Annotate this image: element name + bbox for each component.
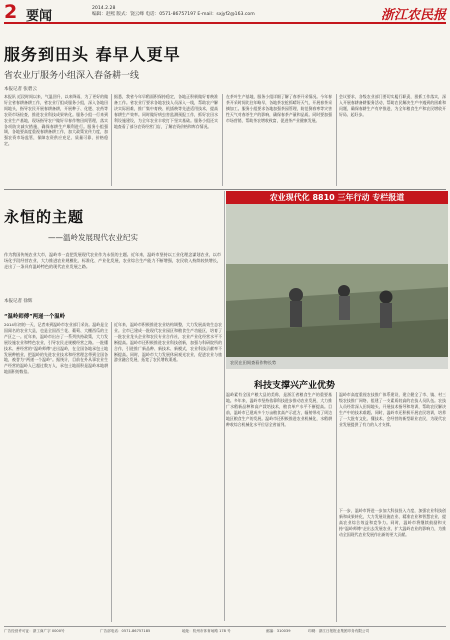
- story2-headline: 永恒的主题: [4, 208, 85, 226]
- footer-license: 广告经营许可证：浙工商广字 0000号: [4, 629, 65, 633]
- story2-byline: 本报记者 徐辉: [4, 299, 33, 304]
- story2-lead: 作为我国传统农业大市，温岭市一直把发展现代农业作为永恒的主题。近年来，温岭市坚持以工业化理念谋划农业，以市场化手段经营农业，大力推进农业规模化、标准化、产业化发展，农业综合生产能力不断增强，农民收入持续较快增长，走出了一条具有温岭特色的现代农业发展之路。: [4, 252, 221, 270]
- story2-section-title: “温岭师傅”两递一个温岭: [4, 314, 65, 320]
- story1-byline: 本报记者 张碧云: [4, 87, 37, 92]
- masthead-info: [92, 6, 312, 18]
- photo-banner: 农业现代化 8810 三年行动 专栏报道: [226, 191, 448, 204]
- newspaper-brand: 浙江农民报: [380, 8, 446, 23]
- story2-subhead: ——温岭发展现代农业纪实: [48, 233, 138, 242]
- story1-column-3: 在茶叶生产基地，服务小组详细了解了春茶开采情况。今年春茶开采时间比往年略早，各地茶农抢抓晴好天气，开展春茶采摘加工。服务小组要求各地加强茶园管理，防范倒春寒等灾害性天气对春茶生产的影响，确保春茶产量和品质。同时要加强市场营销，帮助茶农增收致富，促进茶产业健康发展。: [226, 94, 332, 123]
- masthead: [4, 2, 446, 24]
- story2-column-1: 2014年初的一天，记者来到温岭市农业部门采访。温岭是全国闻名的农业大县，也是全国西兰花、葡萄、大棚西瓜的主产区之一。近年来，温岭市出台了一系列扶持政策，大力发展设施农业和特色农业，引导农民走规模经营之路。一批懂技术、善经营的“温岭师傅”走出温岭，在全国各地承包土地发展种植业，把温岭的先进农业技术和经营理念带到全国各地，被誉为“两递一个温岭”。据统计，目前在外从事农业生产经营的温岭人已超过数万人，承包土地面积是温岭本地耕地面积的数倍。: [4, 322, 108, 375]
- page-number: 2: [4, 1, 18, 23]
- column-divider: [111, 322, 112, 622]
- photo-caption: 农民在田间查看作物长势: [226, 357, 448, 369]
- footer-address: 地址：杭州市体育场路 178 号: [182, 629, 231, 633]
- story1-column-2: 据悉，我省今年早稻面积保持稳定，各地正积极做好育秧准备工作。省农业厅要求各地农技人员深入一线，帮助农户解决实际困难，推广集中育秧、机插秧等先进适用技术，提高春耕生产效率。同时做好病虫害监测预报工作，抓好农田水利设施建设，为全年农业丰收打下坚实基础。服务小组还实地查看了部分农资经营门店，了解农资价格和库存情况。: [114, 94, 218, 129]
- footer-printer: 印刷：浙江日报报业集团印务有限公司: [308, 629, 370, 633]
- story1-column-1: 本报讯 近段时间以来，气温回升，以来降雨，为了更好的做好全省春耕备耕工作，省农业厅组成服务小组，深入各地田间地头，指导农民开展春耕备耕，开展种子、化肥、农药等农资市场检查，推进农业科技成果转化。服务小组一行来到农业生产基地，现场指导农户做好早春作物田间管理，落实各项防灾减灾措施，确保春耕生产顺利进行。服务小组强调，各地要高度重视春耕备耕工作，加大政策宣传力度，加强农资市场监管，保障农资供应充足、质量可靠、价格稳定。: [4, 94, 108, 147]
- column-divider: [111, 94, 112, 186]
- story1-headline: 服务到田头 春早人更早: [4, 45, 181, 64]
- column-divider: [224, 191, 225, 621]
- footer-postcode: 邮编：310039: [266, 629, 291, 633]
- story3-column-2: 温岭市高度重视农技推广体系建设，建立健全了市、镇、村三级农技推广网络，组建了一支素质较高的农技人员队伍。农技人员经常深入田间地头，开展技术指导和培训，帮助农民解决生产中的技术难题。同时，温岭市还积极开展农民培训，培养了一大批有文化、懂技术、会经营的新型职业农民，为现代农业发展提供了有力的人才支撑。: [339, 392, 446, 427]
- section-title: 要闻: [26, 9, 53, 24]
- column-divider: [336, 94, 337, 186]
- story2-column-2: 近年来，温岭市积极推进农业结构调整，大力发展高效生态农业。全市已建成一批现代农业园区和粮食生产功能区，培育了一批农业龙头企业和农民专业合作社，农业产业化经营水平不断提高。温岭市还积极推进农业科技创新，加强与科研院所的合作，引进推广新品种、新技术、新模式，农业科技贡献率不断提高。同时，温岭市大力发展休闲观光农业，促进农业与旅游业融合发展，拓宽了农民增收渠道。: [114, 322, 222, 363]
- story3-column-1: 温岭素有全国产粮大县的美称，是浙江省粮食生产的重要基地。多年来，温岭市坚持依靠科技进步推动农业发展，大力推广水稻新品种和高产栽培技术，粮食单产水平不断提高。目前，温岭市已建成多个万亩粮食高产示范方，辐射带动了周边地区粮食生产的发展。温岭市还积极推进农业机械化，水稻耕种收综合机械化水平位居全省前列。: [226, 392, 332, 427]
- page-footer: [4, 626, 446, 638]
- story1-subhead: 省农业厅服务小组深入春备耕一线: [4, 71, 140, 81]
- section-divider: [4, 189, 446, 190]
- story3-headline: 科技支撑兴产业优势: [254, 381, 336, 391]
- issue-date: 2014.2.28: [92, 6, 116, 11]
- editor-contact: 编辑：赵熙 版式：饶云峰 电话：0571-86757197 E-mail：sxjyf2@163.com: [92, 12, 255, 17]
- column-divider: [336, 392, 337, 622]
- story3-column-3: 下一步，温岭市将进一步加大科技投入力度，加强农业科技创新和成果转化，大力发展设施农业、精准农业和智慧农业，提高农业综合效益和竞争力。同时，温岭市将继续鼓励和支持“温岭师傅”走出去发展农业，扩大温岭农业的影响力，为推动全国现代农业发展作出新的更大贡献。: [339, 508, 446, 537]
- footer-ad-phone: 广告部电话：0571-86757185: [100, 629, 151, 633]
- farm-photo: [226, 191, 448, 369]
- story1-column-4: 会议要求，各级农业部门要切实履行职责，狠抓工作落实，深入开展春耕备耕服务活动，帮助农民解决生产中遇到的困难和问题，确保春耕生产有序推进，为全年粮食生产和农民增收开好局、起好步。: [339, 94, 446, 117]
- column-divider: [222, 94, 223, 186]
- field-illustration: [226, 191, 448, 369]
